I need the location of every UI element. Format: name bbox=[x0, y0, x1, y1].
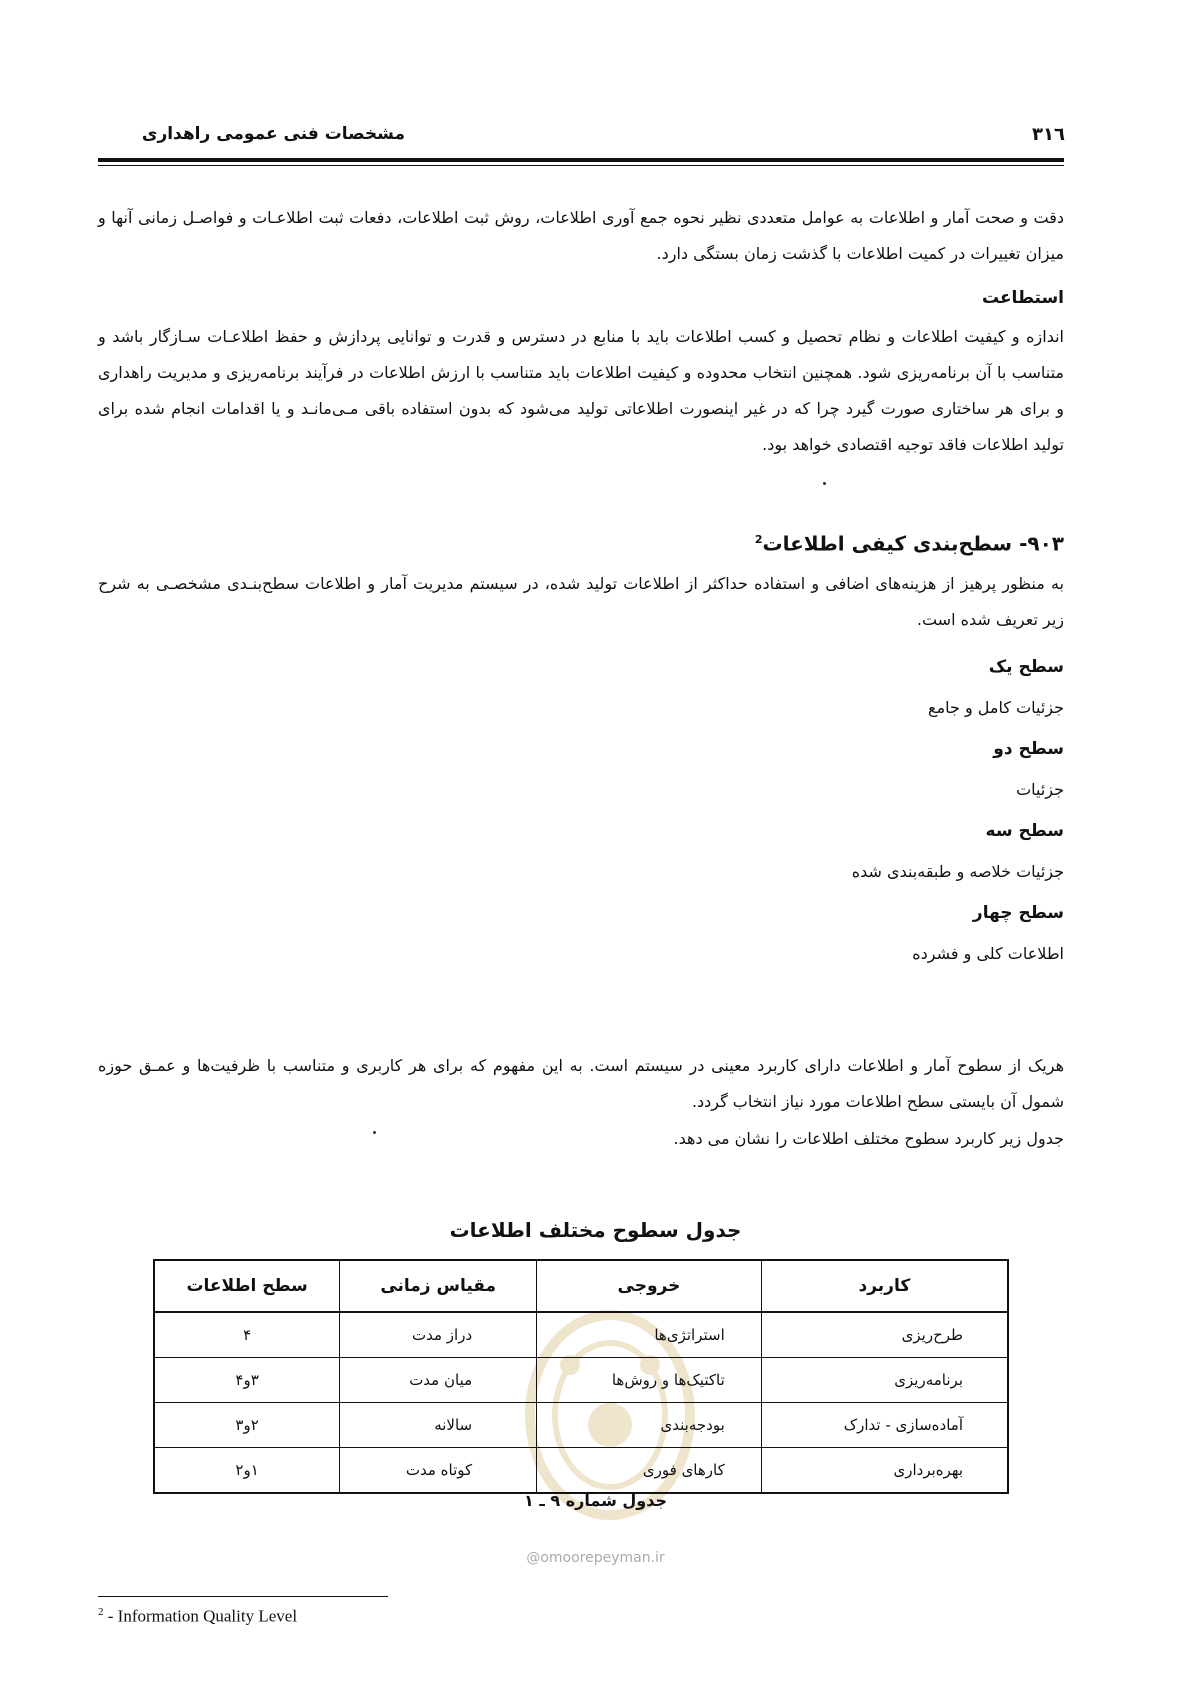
table-number: جدول شماره ۹ ـ ۱ bbox=[523, 1491, 667, 1510]
cell-info-level: ۲و۳ bbox=[154, 1403, 340, 1448]
header-time-scale: مقیاس زمانی bbox=[340, 1260, 537, 1312]
cell-output: تاکتیک‌ها و روش‌ها bbox=[537, 1358, 762, 1403]
header-usage: کاربرد bbox=[761, 1260, 1008, 1312]
level-four-desc: اطلاعات کلی و فشرده bbox=[912, 944, 1064, 963]
header-rule-thick bbox=[98, 158, 1064, 162]
header-info-level: سطح اطلاعات bbox=[154, 1260, 340, 1312]
cell-usage: برنامه‌ریزی bbox=[761, 1358, 1008, 1403]
paragraph-text: هریک از سطوح آمار و اطلاعات دارای کاربرد معینی در سیستم است. به این مفهوم که برای هر کاربری و متناسب با ظرفیت‌ها و عمـق حوزه شمول آن بایستی سطح اطلاعات مورد نیاز انتخاب گردد. bbox=[98, 1056, 1064, 1111]
cell-time-scale: کوتاه مدت bbox=[340, 1448, 537, 1494]
level-two-desc: جزئیات bbox=[1016, 780, 1064, 799]
paragraph-capacity bbox=[98, 319, 1064, 463]
cell-usage: طرح‌ریزی bbox=[761, 1312, 1008, 1358]
level-three-desc: جزئیات خلاصه و طبقه‌بندی شده bbox=[851, 862, 1064, 881]
paragraph-levels-intro bbox=[98, 566, 1064, 638]
scan-speck bbox=[823, 482, 826, 485]
paragraph-levels-usage bbox=[98, 1048, 1064, 1120]
paragraph-text: جدول زیر کاربرد سطوح مختلف اطلاعات را نشان می دهد. bbox=[673, 1129, 1064, 1148]
paragraph-text: به منظور پرهیز از هزینه‌های اضافی و استفاده حداکثر از اطلاعات تولید شده، در سیستم مدیریت آمار و اطلاعات سطح‌بنـدی مشخصـی به شرح زیر تعریف شده است. bbox=[98, 574, 1064, 629]
header-output: خروجی bbox=[537, 1260, 762, 1312]
paragraph-table-intro bbox=[98, 1121, 1064, 1157]
footnote-rule bbox=[98, 1596, 388, 1597]
cell-usage: آماده‌سازی - تدارک bbox=[761, 1403, 1008, 1448]
cell-info-level: ۴ bbox=[154, 1312, 340, 1358]
table-row bbox=[154, 1448, 1008, 1494]
cell-output: استراتژی‌ها bbox=[537, 1312, 762, 1358]
level-two-title: سطح دو bbox=[993, 739, 1064, 759]
cell-info-level: ۳و۴ bbox=[154, 1358, 340, 1403]
table-row bbox=[154, 1358, 1008, 1403]
header-rule-thin bbox=[98, 165, 1064, 166]
level-one-desc: جزئیات کامل و جامع bbox=[928, 698, 1064, 717]
table-row bbox=[154, 1403, 1008, 1448]
table-caption: جدول سطوح مختلف اطلاعات bbox=[449, 1218, 742, 1242]
scan-speck bbox=[373, 1131, 376, 1134]
watermark-text: @omoorepeyman.ir bbox=[526, 1550, 665, 1566]
cell-info-level: ۱و۲ bbox=[154, 1448, 340, 1494]
footnote-marker: 2 bbox=[754, 533, 763, 546]
section-title-text: ۹۰۳- سطح‌بندی کیفی اطلاعات bbox=[762, 531, 1064, 556]
page-number: ۳۱٦ bbox=[1032, 124, 1065, 145]
cell-output: بودجه‌بندی bbox=[537, 1403, 762, 1448]
level-one-title: سطح یک bbox=[988, 657, 1064, 677]
cell-time-scale: دراز مدت bbox=[340, 1312, 537, 1358]
section-title bbox=[98, 522, 1064, 562]
paragraph-text: دقت و صحت آمار و اطلاعات به عوامل متعددی نظیر نحوه جمع آوری اطلاعات، روش ثبت اطلاعات، دفعات ثبت اطلاعـات و فواصـل زمانی آنها و میزان تغییرات در کمیت اطلاعات با گذشت زمان بستگی دارد. bbox=[98, 208, 1064, 263]
cell-time-scale: سالانه bbox=[340, 1403, 537, 1448]
footnote-text: - Information Quality Level bbox=[103, 1606, 298, 1626]
table-row bbox=[154, 1312, 1008, 1358]
paragraph-accuracy bbox=[98, 200, 1064, 272]
cell-output: کارهای فوری bbox=[537, 1448, 762, 1494]
running-title: مشخصات فنی عمومی راهداری bbox=[141, 124, 405, 144]
table-header-row bbox=[154, 1260, 1008, 1312]
footnote bbox=[98, 1606, 297, 1627]
footnote-number: 2 bbox=[98, 1606, 104, 1618]
level-four-title: سطح چهار bbox=[972, 903, 1064, 923]
info-levels-table bbox=[153, 1259, 1009, 1494]
cell-usage: بهره‌برداری bbox=[761, 1448, 1008, 1494]
level-list bbox=[98, 648, 1064, 976]
level-three-title: سطح سه bbox=[985, 821, 1064, 841]
heading-text: استطاعت bbox=[981, 288, 1064, 308]
heading-istetaat bbox=[98, 280, 1064, 316]
page-header bbox=[95, 120, 1065, 160]
paragraph-text: اندازه و کیفیت اطلاعات و نظام تحصیل و کسب اطلاعات باید با منابع در دسترس و قدرت و توانایی پردازش و حفظ اطلاعـات سـازگار باشد و متناسب با آن برنامه‌ریزی شود. همچنین انتخاب محدوده و کیفیت اطلاعات باید متناسب با ارزش اطلاعات در فرآیند برنامه‌ریزی و مدیریت راهداری و برای هر ساختاری صورت گیرد چرا که در غیر اینصورت اطلاعاتی تولید می‌شود که بدون استفاده باقی مـی‌مانـد و یا اقدامات انجام شده برای تولید اطلاعات فاقد توجیه اقتصادی خواهد بود. bbox=[98, 327, 1064, 454]
cell-time-scale: میان مدت bbox=[340, 1358, 537, 1403]
